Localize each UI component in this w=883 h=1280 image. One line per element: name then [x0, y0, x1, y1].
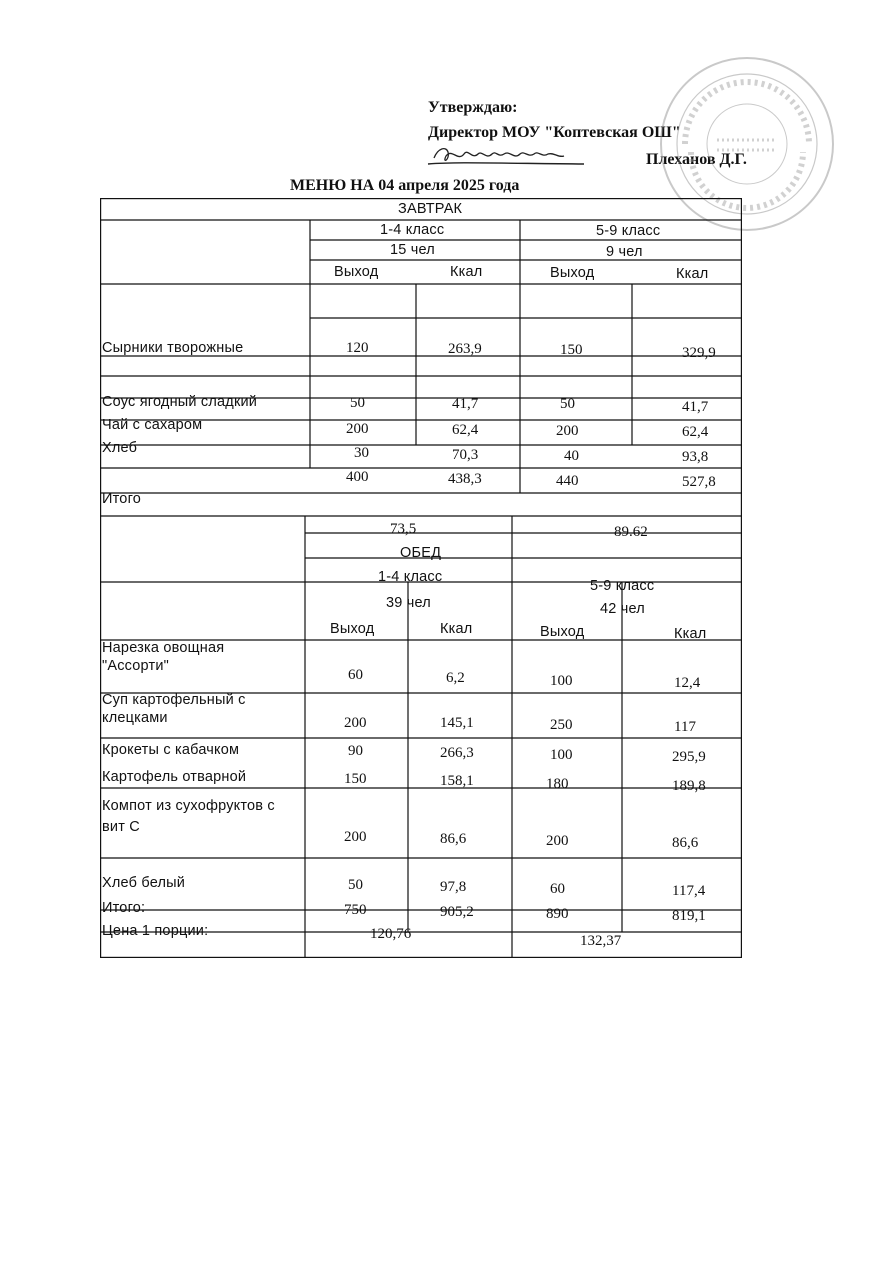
lunch-cell: 189,8	[672, 778, 706, 794]
breakfast-cell: 150	[560, 342, 583, 358]
lunch-cell: 200	[344, 715, 367, 731]
menu-table	[100, 198, 742, 958]
lunch-total-cell: 905,2	[440, 904, 474, 920]
lunch-total-label: Итого:	[102, 900, 146, 916]
breakfast-people-5-9: 9 чел	[606, 244, 643, 260]
lunch-cell: 50	[348, 877, 363, 893]
lunch-people-5-9: 42 чел	[600, 601, 645, 617]
lunch-total-cell: 890	[546, 906, 569, 922]
lunch-dish-name: Компот из сухофруктов с вит С	[102, 798, 275, 836]
breakfast-cell: 263,9	[448, 341, 482, 357]
breakfast-cell: 40	[564, 448, 579, 464]
lunch-cell: 100	[550, 673, 573, 689]
lunch-cell: 60	[348, 667, 363, 683]
breakfast-section-title: ЗАВТРАК	[398, 201, 463, 217]
breakfast-sum-cell: 400	[346, 469, 369, 485]
lunch-col-kcal-1-4: Ккал	[440, 621, 473, 637]
lunch-dish-name: Крокеты с кабачком	[102, 742, 240, 758]
lunch-cell: 150	[344, 771, 367, 787]
approval-position: Директор МОУ "Коптевская ОШ"	[428, 123, 681, 141]
lunch-cell: 6,2	[446, 670, 465, 686]
approval-heading: Утверждаю:	[428, 99, 518, 116]
lunch-grade-5-9: 5-9 класс	[590, 578, 655, 594]
breakfast-sum-cell: 440	[556, 473, 579, 489]
breakfast-price-5-9: 89.62	[614, 524, 648, 540]
signature-image	[424, 142, 594, 172]
lunch-cell: 97,8	[440, 879, 467, 895]
breakfast-cell: 200	[346, 421, 369, 437]
breakfast-cell: 50	[560, 396, 575, 412]
breakfast-grade-1-4: 1-4 класс	[380, 222, 445, 238]
director-name: Плеханов Д.Г.	[646, 150, 747, 168]
lunch-cell: 12,4	[674, 675, 701, 691]
breakfast-dish-name: Соус ягодный сладкий	[102, 394, 258, 410]
lunch-cell: 250	[550, 717, 573, 733]
breakfast-cell: 50	[350, 395, 365, 411]
breakfast-cell: 62,4	[452, 422, 479, 438]
breakfast-price-1-4: 73,5	[390, 521, 417, 537]
lunch-dish-name: Хлеб белый	[102, 875, 186, 891]
breakfast-people-1-4: 15 чел	[390, 242, 435, 258]
lunch-dish-name: Картофель отварной	[102, 769, 247, 785]
lunch-total-cell: 750	[344, 902, 367, 918]
menu-title: МЕНЮ НА 04 апреля 2025 года	[290, 177, 520, 194]
breakfast-cell: 30	[354, 445, 369, 461]
lunch-cell: 90	[348, 743, 363, 759]
breakfast-cell: 41,7	[682, 399, 709, 415]
lunch-cell: 266,3	[440, 745, 474, 761]
breakfast-sum-cell: 438,3	[448, 471, 482, 487]
breakfast-grade-5-9: 5-9 класс	[596, 223, 661, 239]
lunch-cell: 86,6	[440, 831, 467, 847]
breakfast-total-label: Итого	[102, 491, 141, 507]
lunch-cell: 200	[546, 833, 569, 849]
lunch-cell: 200	[344, 829, 367, 845]
lunch-dish-name: Нарезка овощная "Ассорти"	[102, 640, 225, 675]
breakfast-cell: 200	[556, 423, 579, 439]
breakfast-col-kcal-1-4: Ккал	[450, 264, 483, 280]
lunch-dish-name: Суп картофельный с клецками	[102, 692, 246, 727]
lunch-cell: 117,4	[672, 883, 706, 899]
lunch-cell: 180	[546, 776, 569, 792]
breakfast-dish-name: Хлеб	[102, 440, 138, 456]
lunch-cell: 145,1	[440, 715, 474, 731]
lunch-total-cell: 819,1	[672, 908, 706, 924]
lunch-cell: 86,6	[672, 835, 699, 851]
breakfast-sum-cell: 527,8	[682, 474, 716, 490]
lunch-cell: 158,1	[440, 773, 474, 789]
lunch-cell: 100	[550, 747, 573, 763]
lunch-col-kcal-5-9: Ккал	[674, 626, 707, 642]
lunch-col-out-1-4: Выход	[330, 621, 375, 637]
breakfast-cell: 41,7	[452, 396, 479, 412]
breakfast-cell: 120	[346, 340, 369, 356]
lunch-cell: 295,9	[672, 749, 706, 765]
breakfast-cell: 329,9	[682, 345, 716, 361]
lunch-cell: 60	[550, 881, 565, 897]
breakfast-cell: 62,4	[682, 424, 709, 440]
lunch-people-1-4: 39 чел	[386, 595, 431, 611]
lunch-price-label: Цена 1 порции:	[102, 923, 209, 939]
lunch-grade-1-4: 1-4 класс	[378, 569, 443, 585]
breakfast-cell: 93,8	[682, 449, 709, 465]
lunch-cell: 117	[674, 719, 696, 735]
breakfast-col-out-1-4: Выход	[334, 264, 379, 280]
breakfast-dish-name: Сырники творожные	[102, 340, 244, 356]
breakfast-dish-name: Чай с сахаром	[102, 417, 203, 433]
lunch-price-1-4: 120,76	[370, 926, 412, 942]
lunch-section-title: ОБЕД	[400, 545, 442, 561]
lunch-price-5-9: 132,37	[580, 933, 622, 949]
breakfast-col-kcal-5-9: Ккал	[676, 266, 709, 282]
breakfast-col-out-5-9: Выход	[550, 265, 595, 281]
breakfast-cell: 70,3	[452, 447, 479, 463]
lunch-col-out-5-9: Выход	[540, 624, 585, 640]
